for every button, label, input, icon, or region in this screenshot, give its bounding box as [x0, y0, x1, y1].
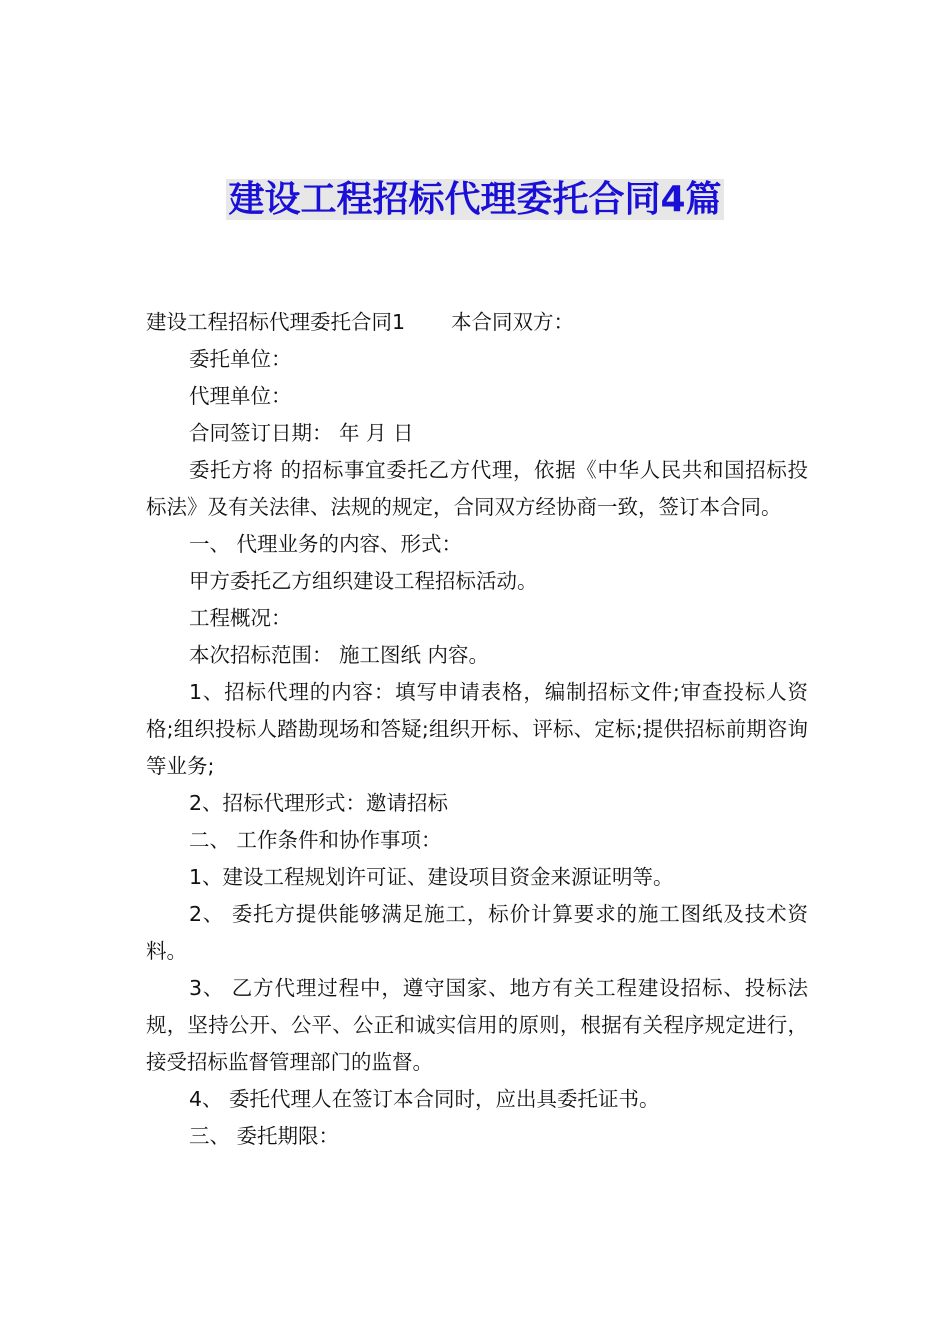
document-title-text: 建设工程招标代理委托合同4篇: [228, 179, 722, 220]
paragraph-signing-date: 合同签订日期： 年 月 日: [189, 421, 414, 445]
document-title: [0, 175, 950, 225]
paragraph-agency-content: 1、招标代理的内容：填写申请表格，编制招标文件;审查投标人资格;组织投标人踏勘现场和答疑;组织开标、评标、定标;提供招标前期咨询等业务;: [146, 680, 808, 778]
paragraph-entrustment: 委托方将 的招标事宜委托乙方代理，依据《中华人民共和国招标投标法》及有关法律、法规的规定，合同双方经协商一致，签订本合同。: [146, 458, 808, 519]
paragraph-compliance: 3、 乙方代理过程中，遵守国家、地方有关工程建设招标、投标法规，坚持公开、公平、公正和诚实信用的原则，根据有关程序规定进行，接受招标监督管理部门的监督。: [146, 976, 808, 1074]
contract-parties-intro: 本合同双方：: [451, 310, 575, 334]
section-heading-2: 二、 工作条件和协作事项：: [189, 828, 442, 852]
paragraph-activity: 甲方委托乙方组织建设工程招标活动。: [189, 569, 538, 593]
paragraph-agency-form: 2、招标代理形式：邀请招标: [189, 791, 449, 815]
paragraph-project-overview: 工程概况：: [189, 606, 292, 630]
contract-first-line: [146, 304, 808, 341]
paragraph-entrusting-unit: 委托单位：: [189, 347, 292, 371]
paragraph-bidding-scope: 本次招标范围： 施工图纸 内容。: [189, 643, 490, 667]
document-body: [146, 304, 808, 1155]
section-heading-3: 三、 委托期限：: [189, 1124, 340, 1148]
paragraph-drawings: 2、 委托方提供能够满足施工，标价计算要求的施工图纸及技术资料。: [146, 902, 808, 963]
contract-heading: 建设工程招标代理委托合同1: [146, 310, 406, 334]
paragraph-permits: 1、建设工程规划许可证、建设项目资金来源证明等。: [189, 865, 674, 889]
paragraph-certificate: 4、 委托代理人在签订本合同时，应出具委托证书。: [189, 1087, 660, 1111]
paragraph-agent-unit: 代理单位：: [189, 384, 292, 408]
section-heading-1: 一、 代理业务的内容、形式：: [189, 532, 463, 556]
